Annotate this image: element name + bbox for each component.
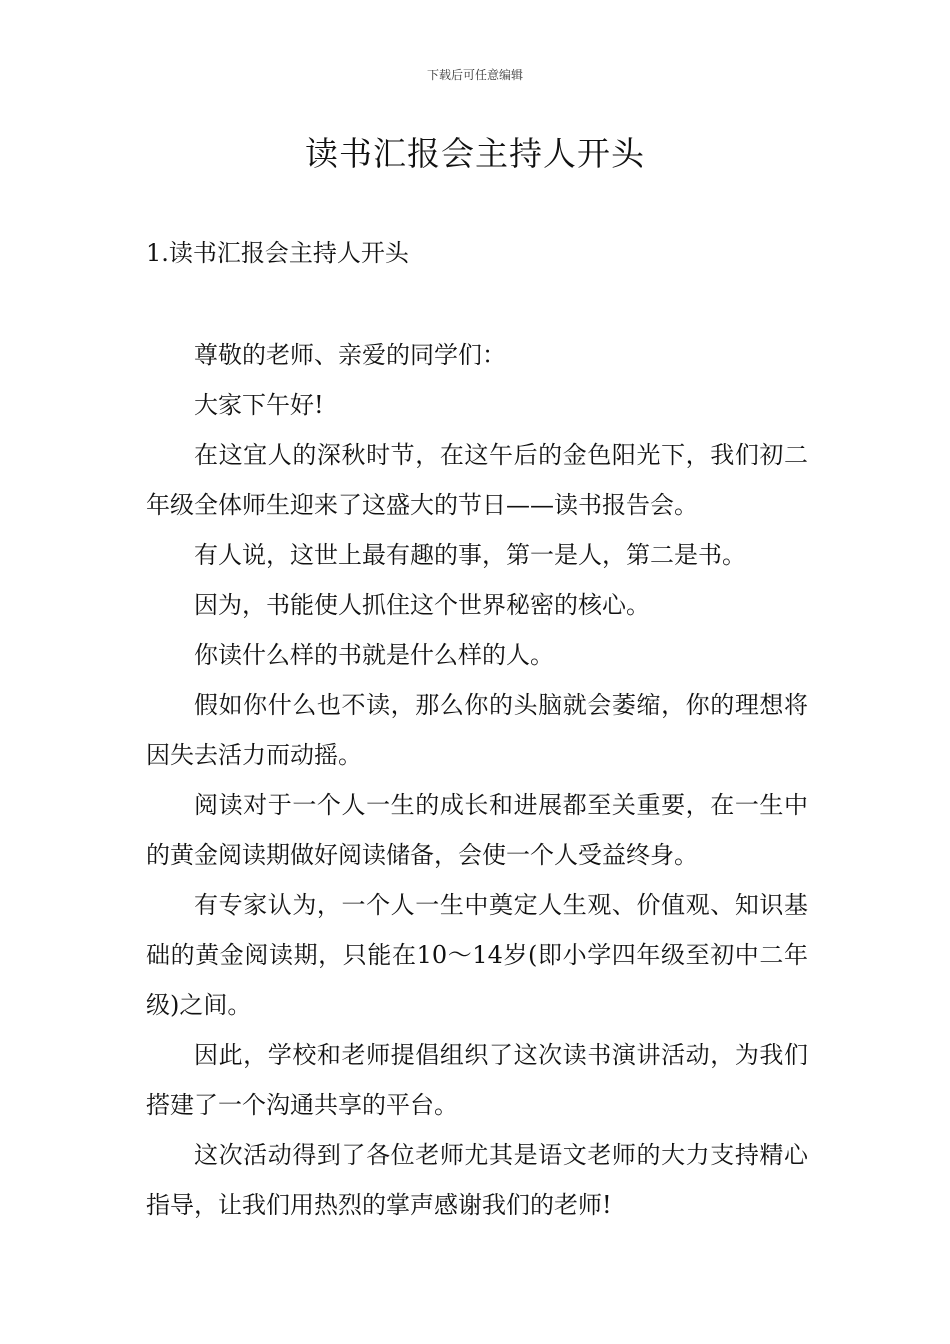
paragraph: 假如你什么也不读，那么你的头脑就会萎缩，你的理想将因失去活力而动摇。 bbox=[146, 691, 808, 769]
paragraph-greeting: 尊敬的老师、亲爱的同学们： bbox=[194, 341, 506, 369]
paragraph: 有人说，这世上最有趣的事，第一是人，第二是书。 bbox=[194, 541, 746, 569]
page-header-note: 下载后可任意编辑 bbox=[426, 68, 523, 82]
paragraph: 因此，学校和老师提倡组织了这次读书演讲活动，为我们搭建了一个沟通共享的平台。 bbox=[146, 1041, 808, 1119]
paragraph: 阅读对于一个人一生的成长和进展都至关重要，在一生中的黄金阅读期做好阅读储备，会使一个人受益终身。 bbox=[146, 791, 808, 869]
paragraph: 因为，书能使人抓住这个世界秘密的核心。 bbox=[194, 591, 650, 619]
paragraph: 在这宜人的深秋时节，在这午后的金色阳光下，我们初二年级全体师生迎来了这盛大的节日——读书报告会。 bbox=[146, 441, 808, 519]
section-heading: 1.读书汇报会主持人开头 bbox=[146, 239, 409, 267]
paragraph: 你读什么样的书就是什么样的人。 bbox=[194, 641, 554, 669]
document-body bbox=[146, 330, 808, 1230]
paragraph-hello: 大家下午好! bbox=[194, 391, 324, 419]
paragraph: 这次活动得到了各位老师尤其是语文老师的大力支持精心指导，让我们用热烈的掌声感谢我们的老师! bbox=[146, 1141, 808, 1219]
document-title: 读书汇报会主持人开头 bbox=[305, 134, 645, 173]
paragraph: 有专家认为，一个人一生中奠定人生观、价值观、知识基础的黄金阅读期，只能在10～14岁(即小学四年级至初中二年级)之间。 bbox=[146, 891, 808, 1019]
